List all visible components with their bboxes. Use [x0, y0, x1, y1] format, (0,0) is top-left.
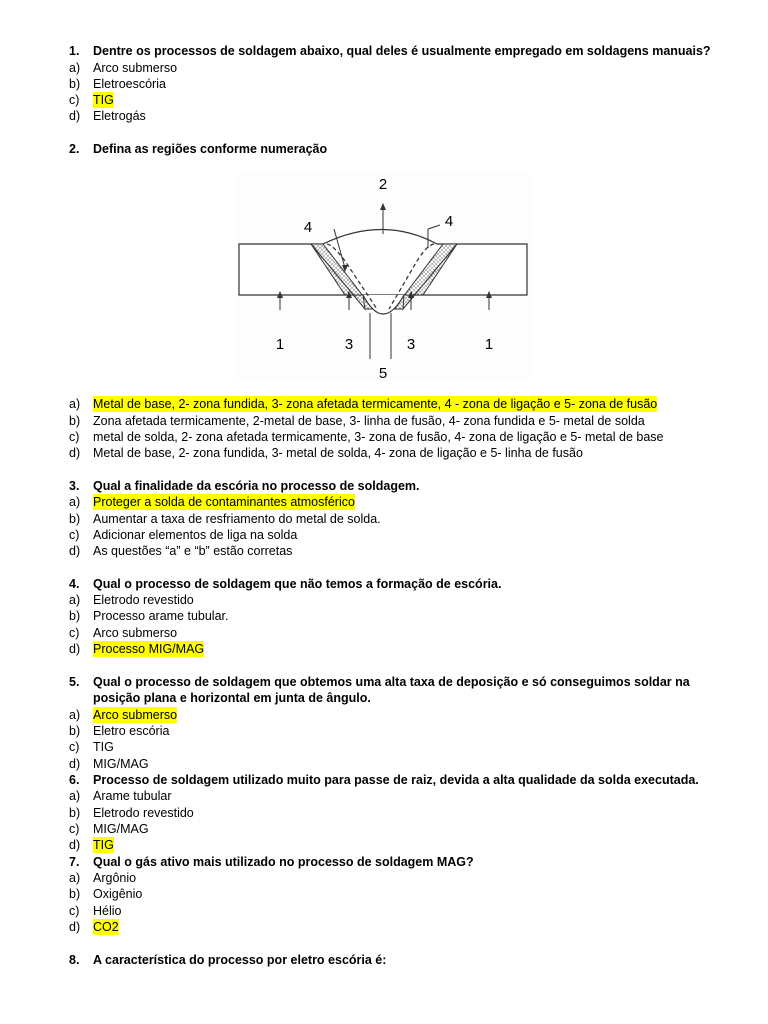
option-letter: d) [69, 838, 81, 852]
question-text: Qual o gás ativo mais utilizado no processo de soldagem MAG? [93, 855, 474, 869]
option-letter: a) [69, 397, 81, 411]
label-3-right: 3 [406, 336, 416, 353]
label-4-left: 4 [303, 219, 313, 236]
label-2: 2 [378, 176, 388, 193]
option-letter: b) [69, 724, 81, 738]
option-letter: d) [69, 446, 81, 460]
question-number: 6. [69, 773, 80, 787]
option-text-highlighted: TIG [93, 838, 114, 852]
option-text: metal de solda, 2- zona afetada termicamente, 3- zona de fusão, 4- zona de ligação e 5- metal de base [93, 430, 664, 444]
option-letter: d) [69, 642, 81, 656]
question-text: Qual o processo de soldagem que não temos a formação de escória. [93, 577, 502, 591]
option-letter: c) [69, 528, 80, 542]
option-letter: a) [69, 593, 81, 607]
question-number: 1. [69, 44, 80, 58]
option-text-highlighted: Metal de base, 2- zona fundida, 3- zona afetada termicamente, 4 - zona de ligação e 5- zona de fusão [93, 397, 658, 411]
option-text: Eletrogás [93, 109, 146, 123]
question-text: Dentre os processos de soldagem abaixo, qual deles é usualmente empregado em soldagens manuais? [93, 44, 711, 58]
option-text-highlighted: Arco submerso [93, 708, 178, 722]
question-number: 5. [69, 675, 80, 689]
option-letter: a) [69, 789, 81, 803]
option-letter: c) [69, 740, 80, 754]
option-letter: c) [69, 93, 80, 107]
option-letter: b) [69, 887, 81, 901]
label-1-left: 1 [275, 336, 285, 353]
option-text: Processo arame tubular. [93, 609, 229, 623]
option-text: Argônio [93, 871, 137, 885]
option-text-highlighted: Proteger a solda de contaminantes atmosférico [93, 495, 355, 509]
option-letter: b) [69, 414, 81, 428]
question-number: 7. [69, 855, 80, 869]
option-letter: b) [69, 512, 81, 526]
option-text: Eletroescória [93, 77, 166, 91]
option-letter: d) [69, 757, 81, 771]
option-letter: c) [69, 430, 80, 444]
option-letter: a) [69, 495, 81, 509]
option-text: MIG/MAG [93, 757, 149, 771]
question-text: Qual a finalidade da escória no processo de soldagem. [93, 479, 420, 493]
label-5: 5 [378, 365, 388, 381]
question-number: 3. [69, 479, 80, 493]
option-text: Arame tubular [93, 789, 172, 803]
option-text-highlighted: CO2 [93, 920, 119, 934]
question-text: A característica do processo por eletro escória é: [93, 953, 387, 967]
question-number: 4. [69, 577, 80, 591]
label-4-right: 4 [444, 213, 454, 230]
question-text: Defina as regiões conforme numeração [93, 142, 328, 156]
option-text: Metal de base, 2- zona fundida, 3- metal de solda, 4- zona de ligação e 5- linha de fusão [93, 446, 583, 460]
option-letter: b) [69, 609, 81, 623]
option-letter: a) [69, 708, 81, 722]
question-text: Qual o processo de soldagem que obtemos uma alta taxa de deposição e só conseguimos soldar na [93, 675, 690, 689]
question-text-line-2: posição plana e horizontal em junta de ângulo. [93, 691, 371, 705]
option-letter: a) [69, 871, 81, 885]
option-text-highlighted: TIG [93, 93, 114, 107]
question-text: Processo de soldagem utilizado muito para passe de raiz, devida a alta qualidade da solda executada. [93, 773, 699, 787]
option-text: Hélio [93, 904, 122, 918]
option-letter: c) [69, 626, 80, 640]
label-1-right: 1 [484, 336, 494, 353]
option-text: Eletrodo revestido [93, 806, 194, 820]
option-text: Eletrodo revestido [93, 593, 194, 607]
option-letter: d) [69, 920, 81, 934]
option-text: Arco submerso [93, 61, 178, 75]
option-letter: a) [69, 61, 81, 75]
option-letter: c) [69, 904, 80, 918]
option-text: As questões “a” e “b” estão corretas [93, 544, 293, 558]
option-text: Aumentar a taxa de resfriamento do metal de solda. [93, 512, 381, 526]
option-letter: d) [69, 544, 81, 558]
option-text: TIG [93, 740, 114, 754]
option-text: Arco submerso [93, 626, 178, 640]
option-letter: c) [69, 822, 80, 836]
option-text: Adicionar elementos de liga na solda [93, 528, 298, 542]
question-number: 8. [69, 953, 80, 967]
option-text: MIG/MAG [93, 822, 149, 836]
option-letter: d) [69, 109, 81, 123]
option-text: Zona afetada termicamente, 2-metal de base, 3- linha de fusão, 4- zona fundida e 5- metal de solda [93, 414, 645, 428]
question-number: 2. [69, 142, 80, 156]
weld-region-diagram [237, 173, 530, 381]
option-text: Eletro escória [93, 724, 170, 738]
label-3-left: 3 [344, 336, 354, 353]
option-text-highlighted: Processo MIG/MAG [93, 642, 205, 656]
option-letter: b) [69, 77, 81, 91]
option-letter: b) [69, 806, 81, 820]
option-text: Oxigênio [93, 887, 143, 901]
